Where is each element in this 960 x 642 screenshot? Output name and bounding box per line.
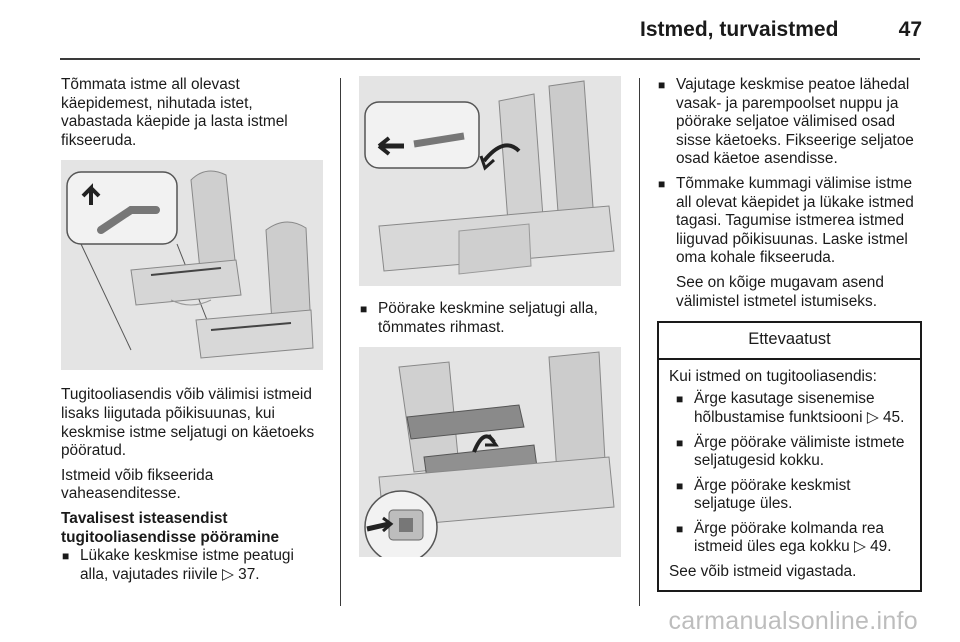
header-divider	[60, 58, 920, 60]
page-title: Istmed, turvaistmed	[640, 18, 839, 41]
bullet-armrest: ■ Vajutage keskmise peatoe lähedal vasak- ja parempoolset nuppu ja pöörake seljatoe välimised osad sisse käetoeks. Fikseerige seljatoe osad käetoe asendisse.	[657, 76, 922, 169]
intro-paragraph: Tõmmata istme all olevast käepidemest, nihutada istet, vabastada käepide ja lasta istmel fikseeruda.	[61, 76, 288, 149]
armrest-illustration	[359, 347, 621, 557]
section-heading: Tavalisest isteasendist tugitooliasendisse pööramine	[61, 509, 280, 546]
caution-item: ■ Ärge pöörake välimiste istmete seljatugesid kokku.	[675, 434, 910, 471]
page-reference-icon: ▷	[222, 565, 234, 583]
backrest-fold-illustration	[359, 76, 621, 286]
comfort-note: See on kõige mugavam asend välimistel istmetel istumiseks.	[676, 273, 884, 310]
caution-item: ■ Ärge pöörake keskmist seljatuge üles.	[675, 477, 910, 514]
bullet-fold-backrest: ■ Pöörake keskmine seljatugi alla, tõmmates rihmast.	[359, 300, 624, 337]
caution-item: ■ Ärge kasutage sisenemise hõlbustamise funktsiooni ▷ 45.	[675, 390, 910, 427]
watermark: carmanualsonline.info	[668, 607, 918, 635]
intermediate-position-paragraph: Istmeid võib fikseerida vaheasenditesse.	[61, 466, 214, 503]
page-number: 47	[898, 18, 922, 41]
caution-intro: Kui istmed on tugitooliasendis:	[669, 367, 877, 385]
page-reference-icon: ▷	[866, 408, 879, 426]
right-column	[657, 76, 922, 592]
caution-outro: See võib istmeid vigastada.	[669, 563, 857, 581]
armchair-paragraph: Tugitooliasendis võib välimisi istmeid lisaks liigutada põikisuunas, kui keskmise istme seljatugi on käetoeks pööratud.	[61, 386, 315, 460]
page-reference-icon: ▷	[853, 538, 866, 556]
column-divider-1	[340, 78, 341, 606]
caution-item: ■ Ärge pöörake kolmanda rea istmeid üles ega kokku ▷ 49.	[675, 520, 910, 557]
bullet-slide-back: ■ Tõmmake kummagi välimise istme all olevat käepidet ja lükake istmed tagasi. Tagumise istmerea istmed liiguvad põikisuunas. Laske istmel oma kohale fikseeruda.	[657, 175, 922, 268]
left-column	[61, 76, 329, 590]
caution-box	[657, 321, 922, 592]
middle-column	[359, 76, 624, 557]
seat-slide-illustration	[61, 160, 323, 370]
column-divider-2	[639, 78, 640, 606]
bullet-headrest: ■ Lükake keskmise istme peatugi alla, vajutades riivile ▷ 37.	[61, 547, 329, 584]
caution-body	[659, 360, 920, 590]
caution-title: Ettevaatust	[659, 323, 920, 360]
